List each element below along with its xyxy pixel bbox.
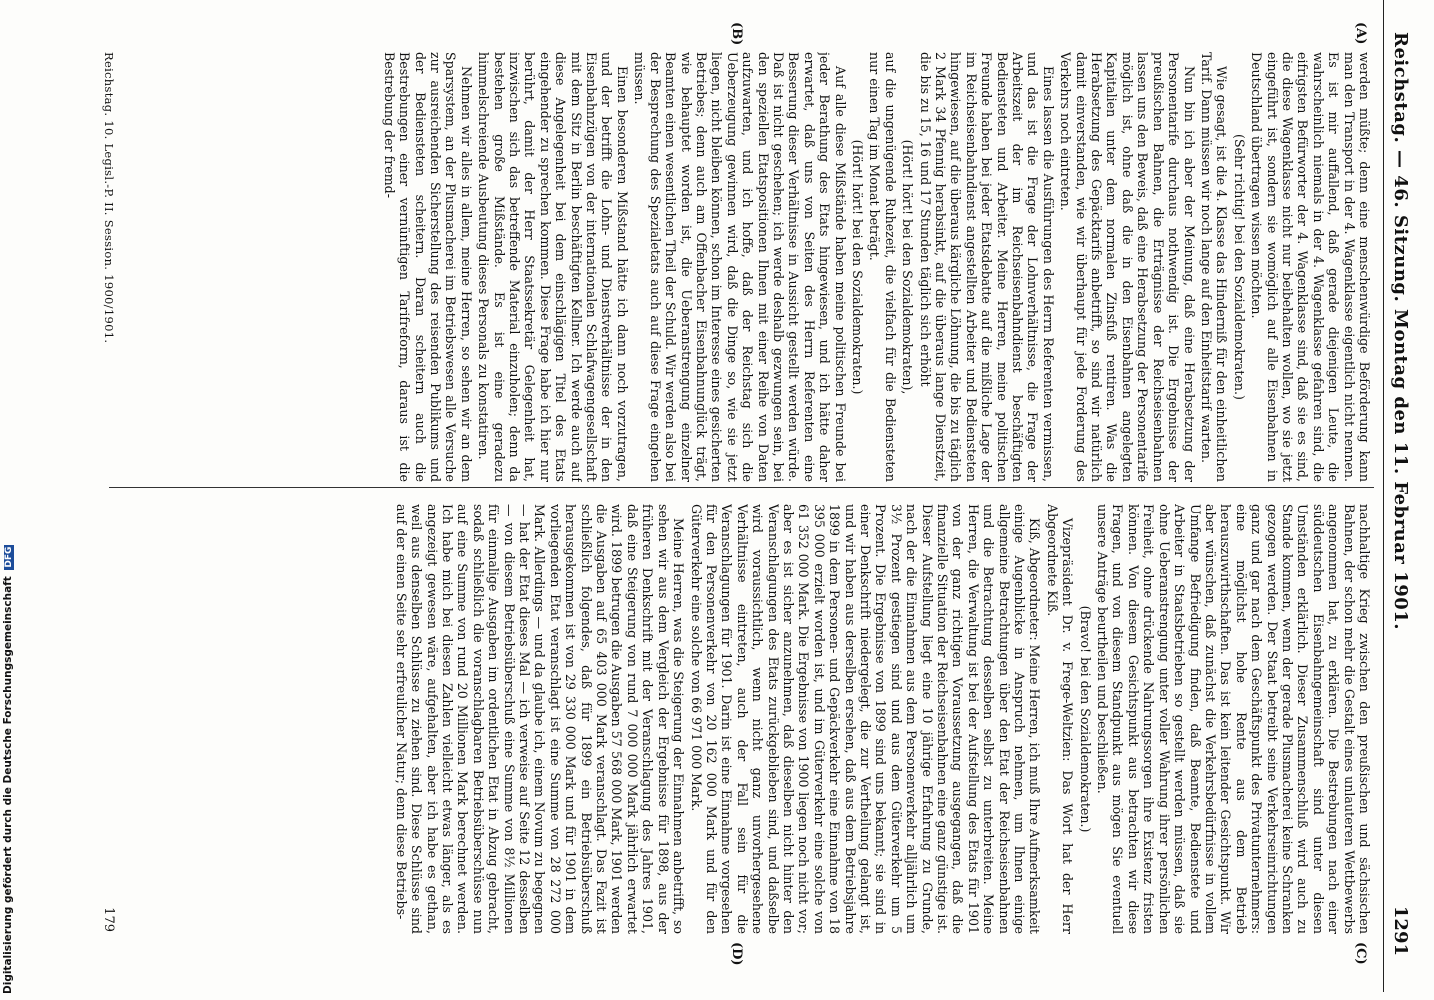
footer-page-number: 179: [101, 907, 116, 932]
paragraph: werden müßte; denn eine menschenwürdige Beförderung kann man den Transport in der 4. Wagenklasse eigentlich nicht nennen. Es ist mir auffallend, daß gerade diejenigen Leute, die wahrscheinlich niemals in der 4. Wagenklasse gefahren sind, die eifrigsten Befürworter der 4. Wagenklasse sind, daß sie es sind, die diese Wagenklasse nicht nur beibehalten wollen, wo sie jetzt eingeführt ist, sondern sie womöglich auf alle Eisenbahnen in Deutschland übertragen wissen möchten.: [1249, 52, 1372, 482]
margin-mark-b: (B): [729, 22, 744, 46]
credit-text: Digitalisierung gefördert durch die Deutsche Forschungsgemeinschaft: [2, 576, 14, 994]
digitization-credit: [0, 0, 20, 1000]
paragraph: Meine Herren, was die Steigerung der Einnahmen anbetrifft, so sehen wir aus dem Vergleich der Ergebnisse für 1898, aus der früheren Denkschrift mit der Veranschlagung des Jahres 1901, daß eine Steigerung von rund 7 000 000 Mark jährlich erwartet wird. 1899 betrugen die Ausgaben 57 568 000 Mark, 1901 werden die Ausgaben auf 65 403 000 Mark veranschlagt. Das Fazit ist schließlich folgendes, daß für 1899 ein Betriebsüberschuß herausgekommen ist von 29 330 000 Mark und für 1901 in dem vorliegenden Etat veranschlagt ist eine Summe von 28 272 000 Mark. Allerdings — und da glaube ich, einem Novum zu begegnen — hat der Etat dieses Mal — ich verweise auf Seite 12 desselben — von diesem Betriebsüberschuß eine Summe von 8½ Millionen für einmalige Ausgaben im ordentlichen Etat in Abzug gebracht, sodaß schließlich die voranschlagbaren Betriebsüberschüsse nun auf eine Summe von rund 20 Millionen Mark berechnet werden. Ich habe mich bei diesen Zahlen vielleicht etwas länger, als es angezeigt gewesen wäre, aufgehalten, aber ich habe es gethan, weil aus denselben Schlüsse zu ziehen sind. Diese Schlüsse sind auf der einen Seite sehr erfreulicher Natur; denn diese Betriebs-: [393, 504, 687, 934]
page-number: 1291: [1390, 905, 1411, 956]
paragraph: Kiß, Abgeordneter: Meine Herren, ich muß Ihre Aufmerksamkeit einige Augenblicke in Anspruch nehmen, um Ihnen einige allgemeine Betrachtungen über den Etat der Reichseisenbahnen und die Betrachtung desselben selbst zu unterbreiten. Meine Herren, die Verwaltung ist bei der Aufstellung des Etats für 1901 von der ganz richtigen Voraussetzung ausgegangen, daß die finanzielle Situation der Reichseisenbahnen eine ganz günstige ist. Dieser Aufstellung liegt eine 10 jährige Erfahrung zu Grunde, nach der die Einnahmen aus dem Personenverkehr alljährlich um 3½ Prozent gestiegen sind und aus dem Güterverkehr um 5 Prozent. Die Ergebnisse von 1899 sind uns bekannt; sie sind in einer Denkschrift niedergelegt, die zur Vertheilung gelangt ist, und wir haben aus derselben ersehen, daß aus dem Betriebsjahre 1899 in dem Personen- und Gepäckverkehr eine Einnahme von 18 395 000 erzielt worden ist, und im Güterverkehr eine solche von 61 352 000 Mark. Die Ergebnisse von 1900 liegen noch nicht vor; aber es ist sicher anzunehmen, daß dieselben nicht hinter den Veranschlagungen des Etats zurückgeblieben sind, und daßselbe wird voraussichtlich, wenn nicht ganz unvorhergesehene Verhältnisse eintreten, auch der Fall sein für die Veranschlagungen für 1901. Darin ist eine Einnahme vorgesehen für den Personenverkehr von 20 162 000 Mark und für den Güterverkehr eine solche von 66 971 000 Mark.: [688, 504, 1043, 934]
rotated-page-sheet: [78, 0, 1434, 992]
paragraph: Wie gesagt, ist die 4. Klasse das Hinderniß für den einheitlichen Tarif. Dann müssen wir noch lange auf den Einheitstarif warten.: [1198, 52, 1230, 482]
right-column: [112, 504, 1372, 934]
paragraph: nachhaltige Krieg zwischen den preußischen und sächsischen Bahnen, der schon mehr die Gestalt eines unlauteren Wettbewerbs angenommen hat, zu erklären. Die Bestrebungen nach einer süddeutschen Eisenbahngemeinschaft sind unter diesen Umständen erklärlich. Dieser Zusammenschluß wird auch zu Stande kommen, wenn der gerade Plusmacherei keine Schranken gezogen werden. Der Staat betreibt seine Verkehrseinrichtungen ganz und gar nach dem Geschäftspunkt des Privatunternehmers: eine möglichst hohe Rente aus dem Betrieb herauszuwirthschaften. Das ist kein leitender Gesichtspunkt. Wir aber wünschen, daß zunächst die Verkehrsbedürfnisse in vollem Umfange Befriedigung finden, daß Beamte, Bedienstete und Arbeiter in Staatsbetrieben so gestellt werden müssen, daß sie ohne Ueberanstrengung unter voller Wahrung ihrer persönlichen Freiheit, ohne drückende Nahrungssorgen ihre Existenz fristen können. Von diesem Gesichtspunkt aus betrachten wir diese Fragen, und von diesem Standpunkt aus mögen Sie eventuell unsere Anträge beurtheilen und beschließen.: [1095, 504, 1372, 934]
page-footer: Reichstag. 10. Legisl.-P. II. Session. 1900/1901.: [102, 52, 116, 344]
margin-mark-d: (D): [729, 942, 744, 966]
paragraph: auf die ungenügende Ruhezeit, die vielfach für die Bediensteten nur einen Tag im Monat beträgt.: [867, 52, 898, 482]
interjection: (Hört! hört! bei den Sozialdemokraten.): [850, 139, 865, 395]
margin-mark-a: (A): [1353, 22, 1368, 45]
paragraph: Nun bin ich aber der Meinung, daß eine Herabsetzung der Personentarife durchaus nothwendig ist. Die Ergebnisse der preußischen Bahnen, die Erträgnisse der Reichseisenbahnen lassen uns den Beweis, daß eine Herabsetzung der Personentarife möglich ist, ohne daß die in den Eisenbahnen angelegten Kapitalien unter dem normalen Zinsfuß rentiren. Was die Herabsetzung des Gepäcktarifs anbetrifft, so sind wir natürlich damit einverstanden, wie wir überhaupt für jede Forderung des Verkehrs noch eintreten.: [1058, 52, 1197, 482]
left-column: [112, 52, 1372, 482]
paragraph: Eines lassen die Ausführungen des Herrn Referenten vermissen, und das ist die Frage der Lohnverhältnisse, die Frage der Arbeitszeit der im Reichseisenbahndienst beschäftigten Bediensteten und Arbeiter. Meine Herren, meine politischen Freunde haben bei jeder Etatsdebatte auf die mißliche Lage der im Reichseisenbahndienst angestellten Arbeiter und Bediensteten hingewiesen, auf die überaus kärgliche Löhnung, die bis zu täglich 2 Mark 34 Pfennig herabsinkt, auf die überaus lange Dienstzeit, die bis zu 15, 16 und 17 Stunden täglich sich erhöht: [917, 52, 1056, 482]
paragraph: Auf alle diese Mißstände haben meine politischen Freunde bei jeder Berathung des Etats hingewiesen, und ich hätte daher erwartet, daß uns von Seiten des Herrn Referenten eine Besserung dieser Verhältnisse in Aussicht gestellt werden würde. Daß ist nicht geschehen; ich werde deshalb gezwungen sein, bei den speziellen Etatspositionen Ihnen mit einer Reihe von Daten aufzuwarten, und ich hoffe, daß der Reichstag sich die Ueberzeugung gewinnen wird, daß die Dinge so, wie sie jetzt liegen, nicht bleiben können, schon im Interesse eines gesicherten Betriebes; denn auch am Offenbacher Eisenbahnunglück trägt, wie behauptet worden ist, die Ueberanstrengung einzelner Beamten einen wesentlichen Theil der Schuld. Wir werden also bei der Besprechung des Spezialetats auch auf diese Frage eingehen müssen.: [632, 52, 848, 482]
interjection: (Bravo! bei den Sozialdemokraten.): [1077, 605, 1093, 833]
header-title: Reichstag. — 46. Sitzung. Montag den 11. Februar 1901.: [1390, 32, 1411, 631]
interjection: (Sehr richtig! bei den Sozialdemokraten.): [1231, 134, 1247, 400]
speaker-intro: Vizepräsident Dr. v. Frege-Weltzien: Das Wort hat der Herr Abgeordnete Kiß.: [1044, 504, 1076, 934]
dfg-logo: DFG: [4, 546, 14, 568]
paragraph: Einen besonderen Mißstand hätte ich dann noch vorzutragen, und der betrifft die Lohn- und Dienstverhältnisse der in den Eisenbahnzügen von der internationalen Schlafwagengesellschaft mit dem Sitz in Berlin beschäftigten Kellner. Ich werde auch auf diese Angelegenheit bei dem einschlägigen Titel des Etats eingehender zu sprechen kommen. Diese Frage habe ich hier nur berührt, damit der Herr Staatssekretär Gelegenheit hat, inzwischen sich das betreffende Material einzuholen; denn da bestehen große Mißstände. Es ist eine geradezu himmelschreiende Ausbeutung dieses Personals zu konstatiren.: [476, 52, 630, 482]
interjection: (Hört! hört! bei den Sozialdemokraten),: [900, 139, 916, 395]
margin-mark-c: (C): [1353, 942, 1368, 965]
column-divider: [109, 487, 1374, 488]
page-header: [1383, 0, 1412, 992]
paragraph: Nehmen wir alles in allem, meine Herren, so sehen wir an dem Sparsystem, an der Plusmacherei im Betriebswesen alle Versuche zur ausreichenden Sicherstellung des reisenden Publikums und der Bediensteten scheitern. Daran scheitern auch die Bestrebungen einer vernünftigen Tarifreform, daraus ist die Bestrebung der fremd-: [381, 52, 474, 482]
